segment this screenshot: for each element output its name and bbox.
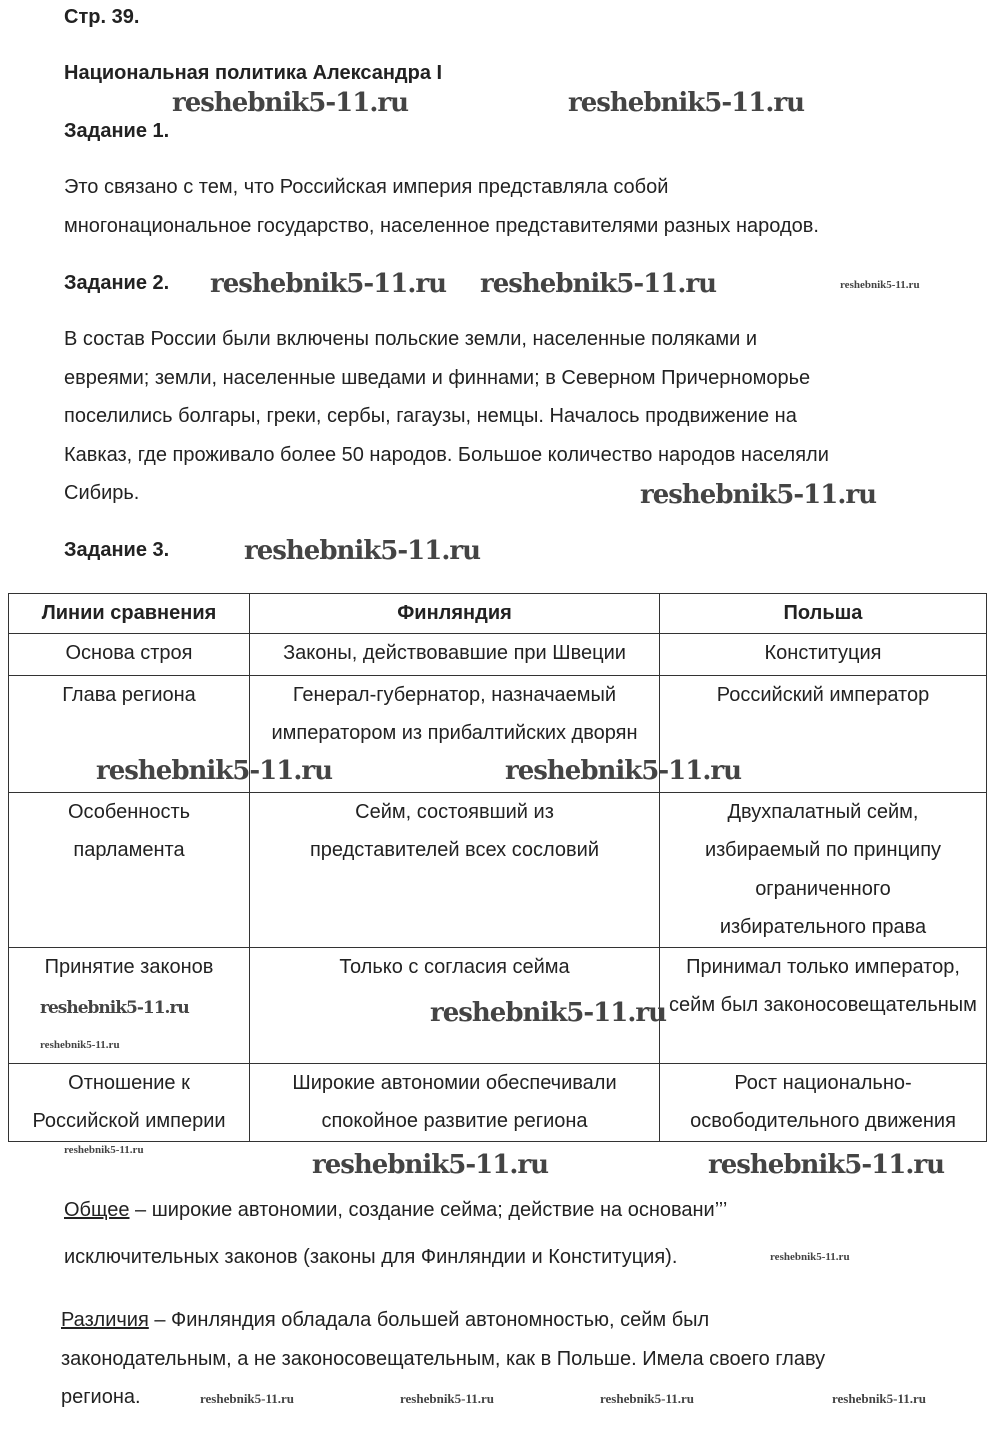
text-line: евреями; земли, населенные шведами и финнами; в Северном Причерноморье <box>64 366 811 389</box>
watermark: reshebnik5-11.ru <box>840 279 920 291</box>
text-line: Это связано с тем, что Российская империя представляла собой <box>64 176 669 198</box>
watermark: reshebnik5-11.ru <box>210 269 447 299</box>
text-line: – Финляндия обладала большей автономностью, сейм был <box>148 1309 710 1331</box>
text-line: – широкие автономии, создание сейма; действие на основани’’’ <box>129 1199 728 1221</box>
watermark: reshebnik5-11.ru <box>568 88 805 118</box>
table-cell: Конституция <box>660 633 987 675</box>
watermark: reshebnik5-11.ru <box>172 88 409 118</box>
watermark: reshebnik5-11.ru <box>96 756 333 786</box>
table-row <box>9 792 987 947</box>
text-line: региона. <box>61 1386 141 1408</box>
table-cell: Генерал-губернатор, назначаемый императором из прибалтийских дворян <box>250 675 660 792</box>
task2-heading: Задание 2. <box>64 272 170 294</box>
table-cell: Принимал только император, сейм был законосовещательным <box>660 947 987 1063</box>
table-cell: Только с согласия сейма <box>250 947 660 1063</box>
table-row <box>9 633 987 675</box>
page-title: Национальная политика Александра I <box>64 62 443 84</box>
watermark: reshebnik5-11.ru <box>505 756 742 786</box>
watermark: reshebnik5-11.ru <box>400 1391 495 1406</box>
watermark: reshebnik5-11.ru <box>430 998 667 1028</box>
watermark: reshebnik5-11.ru <box>200 1391 295 1406</box>
table-cell: Российский император <box>660 675 987 792</box>
column-header: Финляндия <box>250 594 660 634</box>
watermark: reshebnik5-11.ru <box>770 1251 850 1263</box>
table-cell: Сейм, состоявший из представителей всех сословий <box>250 792 660 947</box>
text-line: поселились болгары, греки, сербы, гагаузы, немцы. Началось продвижение на <box>64 405 797 427</box>
text-line: Кавказ, где проживало более 50 народов. Большое количество народов населяли <box>64 443 829 466</box>
table-cell: Отношение к Российской империи <box>9 1063 250 1141</box>
watermark: reshebnik5-11.ru <box>600 1391 695 1406</box>
text-line: законодательным, а не законосовещательным, как в Польше. Имела своего главу <box>61 1347 826 1370</box>
task3-heading: Задание 3. <box>64 539 170 561</box>
table-header-row <box>9 594 987 634</box>
page-label: Стр. 39. <box>64 6 140 28</box>
text-line: В состав России были включены польские земли, населенные поляками и <box>64 328 758 350</box>
watermark: reshebnik5-11.ru <box>708 1150 945 1180</box>
watermark: reshebnik5-11.ru <box>312 1150 549 1180</box>
text-line: Сибирь. <box>64 482 140 504</box>
column-header: Линии сравнения <box>9 594 250 634</box>
watermark: reshebnik5-11.ru <box>480 269 717 299</box>
table-cell: Рост национально-освободительного движения <box>660 1063 987 1141</box>
table-cell: Основа строя <box>9 633 250 675</box>
table-cell: Глава региона <box>9 675 250 792</box>
watermark: reshebnik5-11.ru <box>40 998 189 1018</box>
watermark: reshebnik5-11.ru <box>640 480 877 510</box>
watermark: reshebnik5-11.ru <box>244 536 481 566</box>
table-cell: Особенность парламента <box>9 792 250 947</box>
table-cell: Широкие автономии обеспечивали спокойное развитие региона <box>250 1063 660 1141</box>
watermark: reshebnik5-11.ru <box>832 1391 927 1406</box>
table-cell: Принятие законов <box>9 947 250 1063</box>
task1-text <box>64 168 819 245</box>
text-line: многонациональное государство, населенное представителями разных народов. <box>64 214 819 237</box>
watermark: reshebnik5-11.ru <box>40 1039 120 1051</box>
watermark: reshebnik5-11.ru <box>64 1144 144 1156</box>
task1-heading: Задание 1. <box>64 120 170 142</box>
differences-label: Различия <box>61 1309 149 1331</box>
common-label: Общее <box>64 1199 130 1221</box>
table-cell: Законы, действовавшие при Швеции <box>250 633 660 675</box>
common-paragraph <box>64 1191 727 1276</box>
column-header: Польша <box>660 594 987 634</box>
comparison-table <box>8 593 987 1142</box>
table-row <box>9 1063 987 1141</box>
text-line: исключительных законов (законы для Финляндии и Конституция). <box>64 1245 678 1268</box>
table-cell: Двухпалатный сейм, избираемый по принципу ограниченного избирательного права <box>660 792 987 947</box>
